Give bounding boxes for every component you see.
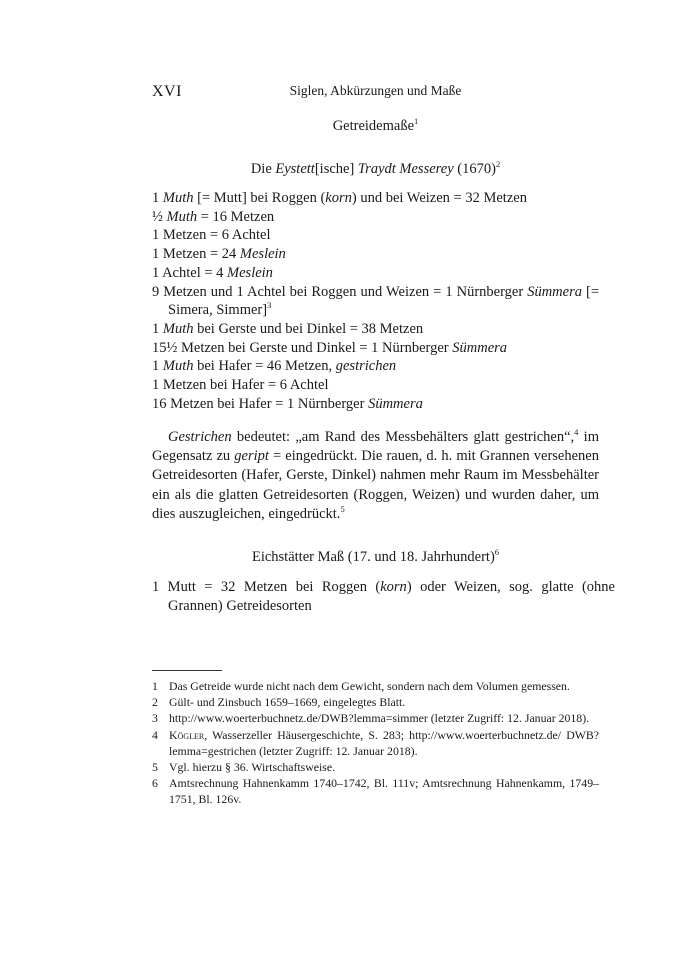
section-title-text: Getreidemaße — [332, 118, 415, 134]
page-header — [152, 83, 599, 105]
measure-item: 15½ Metzen bei Gerste und Dinkel = 1 Nürnberger Sümmera — [152, 339, 508, 356]
measure-item: 16 Metzen bei Hafer = 1 Nürnberger Sümmera — [152, 395, 423, 412]
measure-item: 1 Metzen bei Hafer = 6 Achtel — [152, 377, 329, 394]
measure-item: 1 Metzen = 6 Achtel — [152, 227, 271, 244]
footnote-ref: 1 — [414, 116, 419, 126]
footnote-ref: 4 — [574, 427, 579, 437]
measure-item-mutt: 1 Mutt = 32 Metzen bei Roggen (korn) oder Weizen, sog. glatte (ohne Grannen) Getreidesorten — [152, 579, 615, 614]
footnote-item: 4 Kögler, Wasserzeller Häusergeschichte, S. 283; http://www.woerterbuchnetz.de/ DWB?lemma=gestrichen (letzter Zugriff: 12. Januar 2018). — [152, 727, 599, 758]
footnote-ref: 5 — [340, 503, 345, 514]
measure-item: 1 Muth bei Hafer = 46 Metzen, gestrichen — [152, 358, 397, 375]
running-head: Siglen, Abkürzungen und Maße — [289, 83, 462, 98]
footnote-divider — [152, 670, 222, 671]
measure-list — [152, 189, 599, 413]
measure-item: 9 Metzen und 1 Achtel bei Roggen und Weizen = 1 Nürnberger Sümmera [= Simera, Simmer]$^3$ — [152, 283, 599, 319]
footnote-ref: 3 — [267, 300, 272, 311]
measure-item: 1 Muth [= Mutt] bei Roggen (korn) und bei Weizen = 32 Metzen — [152, 190, 527, 206]
subsection-title-eichstaett: Eichstätter Maß (17. und 18. Jahrhundert)$^6$ — [251, 547, 500, 565]
measure-item: 1 Achtel = 4 Meslein — [152, 264, 273, 281]
footnote-item: 3 http://www.woerterbuchnetz.de/DWB?lemma=simmer (letzter Zugriff: 12. Januar 2018). — [152, 711, 590, 726]
footnote-item: 1 Das Getreide wurde nicht nach dem Gewicht, sondern nach dem Volumen gemessen. — [152, 679, 570, 693]
page-number: XVI — [152, 83, 182, 100]
measure-item: 1 Muth bei Gerste und bei Dinkel = 38 Metzen — [152, 320, 424, 337]
body-paragraph: Gestrichen bedeutet: „am Rand des Messbehälters glatt gestrichen“,$^4$ im Gegensatz zu geript = eingedrückt. Die rauen, d. h. mit Grannen versehenen Getreidesorten (Hafer, Gerste, Dinkel) nahmen mehr Raum im Messbehälter ein als die glatten Getreidesorten (Roggen, Weizen) und wurden daher, um dies auszugleichen, eingedrückt.$^5$ — [152, 427, 599, 522]
footnote-ref: 6 — [494, 547, 500, 557]
footnote-item: 2 Gült- und Zinsbuch 1659–1669, eingelegtes Blatt. — [152, 695, 406, 710]
footnote-item: 5 Vgl. hierzu § 36. Wirtschaftsweise. — [152, 760, 336, 775]
subsection-title-eystett: Die Eystett[ische] Traydt Messerey $(1670)^2$ — [250, 159, 501, 177]
footnote-ref: 2 — [495, 159, 501, 169]
footnote-list — [152, 678, 599, 808]
section-title — [152, 118, 599, 135]
measure-item: ½ Muth = 16 Metzen — [152, 208, 275, 225]
measure-item: 1 Metzen = 24 Meslein — [152, 246, 286, 263]
footnote-item: 6 Amtsrechnung Hahnenkamm 1740–1742, Bl. 111v; Amtsrechnung Hahnenkamm, 1749–1751, Bl. 126v. — [152, 776, 599, 807]
